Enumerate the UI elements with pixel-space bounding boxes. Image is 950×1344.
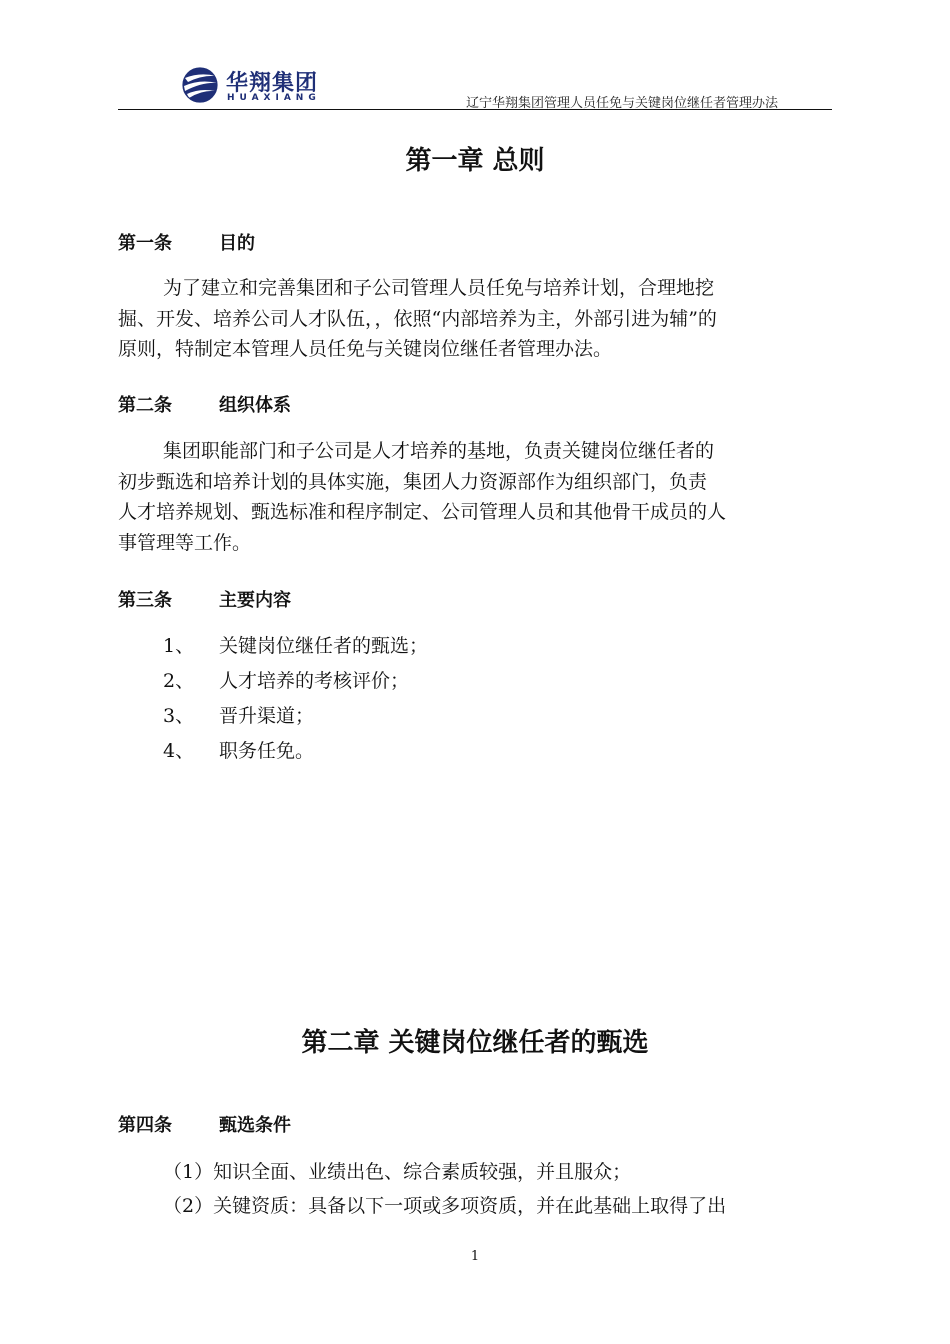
paragraph-line: （2）关键资质：具备以下一项或多项资质，并在此基础上取得了出 — [163, 1195, 727, 1217]
paragraph-line: 原则，特制定本管理人员任免与关键岗位继任者管理办法。 — [118, 338, 613, 360]
paragraph-line: 掘、开发、培养公司人才队伍，，依照“内部培养为主，外部引进为辅”的 — [118, 307, 717, 330]
paragraph-line: 为了建立和完善集团和子公司管理人员任免与培养计划，合理地挖 — [163, 277, 715, 299]
list-item-number: 4、 — [163, 740, 195, 762]
article-2-body — [118, 436, 832, 558]
list-item — [163, 736, 314, 763]
list-item-number: 1、 — [163, 635, 195, 657]
list-item — [163, 631, 428, 658]
article-number: 第一条 — [118, 233, 172, 254]
article-title: 甄选条件 — [219, 1115, 291, 1136]
article-number: 第三条 — [118, 590, 172, 611]
chapter-1-title: 第一章 总则 — [405, 146, 545, 176]
list-item-text: 晋升渠道； — [219, 705, 315, 727]
logo-chinese-name: 华翔集团 — [226, 71, 319, 96]
article-title: 目的 — [219, 233, 255, 254]
list-item-text: 人才培养的考核评价； — [219, 670, 410, 692]
header-document-title: 辽宁华翔集团管理人员任免与关键岗位继任者管理办法 — [465, 96, 778, 111]
list-item-text: 关键岗位继任者的甄选； — [219, 635, 429, 657]
list-item-number: 2、 — [163, 670, 195, 692]
paragraph-line: 初步甄选和培养计划的具体实施，集团人力资源部作为组织部门，负责 — [118, 470, 708, 493]
header-divider — [118, 109, 832, 110]
list-item-text: 职务任免。 — [219, 740, 315, 762]
article-4-body — [118, 1155, 832, 1223]
paragraph-line: （1）知识全面、业绩出色、综合素质较强，并且服众； — [163, 1161, 632, 1183]
huaxiang-logo — [180, 64, 320, 108]
logo-english-name: HUAXIANG — [227, 93, 321, 103]
article-4-heading — [118, 1111, 291, 1137]
article-title: 主要内容 — [219, 590, 291, 611]
paragraph-line: 人才培养规划、甄选标准和程序制定、公司管理人员和其他骨干成员的人 — [118, 501, 727, 523]
article-number: 第二条 — [118, 395, 172, 416]
list-item-number: 3、 — [163, 705, 195, 727]
globe-logo-icon — [180, 64, 220, 104]
article-1-heading — [118, 229, 255, 255]
chapter-2-title: 第二章 关键岗位继任者的甄选 — [301, 1028, 649, 1058]
article-title: 组织体系 — [219, 395, 291, 416]
list-item — [163, 666, 409, 693]
article-number: 第四条 — [118, 1115, 172, 1136]
paragraph-line: 事管理等工作。 — [118, 531, 252, 554]
list-item — [163, 701, 314, 728]
article-2-heading — [118, 391, 291, 417]
article-1-body — [118, 273, 832, 365]
page-number: 1 — [470, 1249, 480, 1264]
paragraph-line: 集团职能部门和子公司是人才培养的基地，负责关键岗位继任者的 — [163, 440, 715, 462]
article-3-heading — [118, 586, 291, 612]
